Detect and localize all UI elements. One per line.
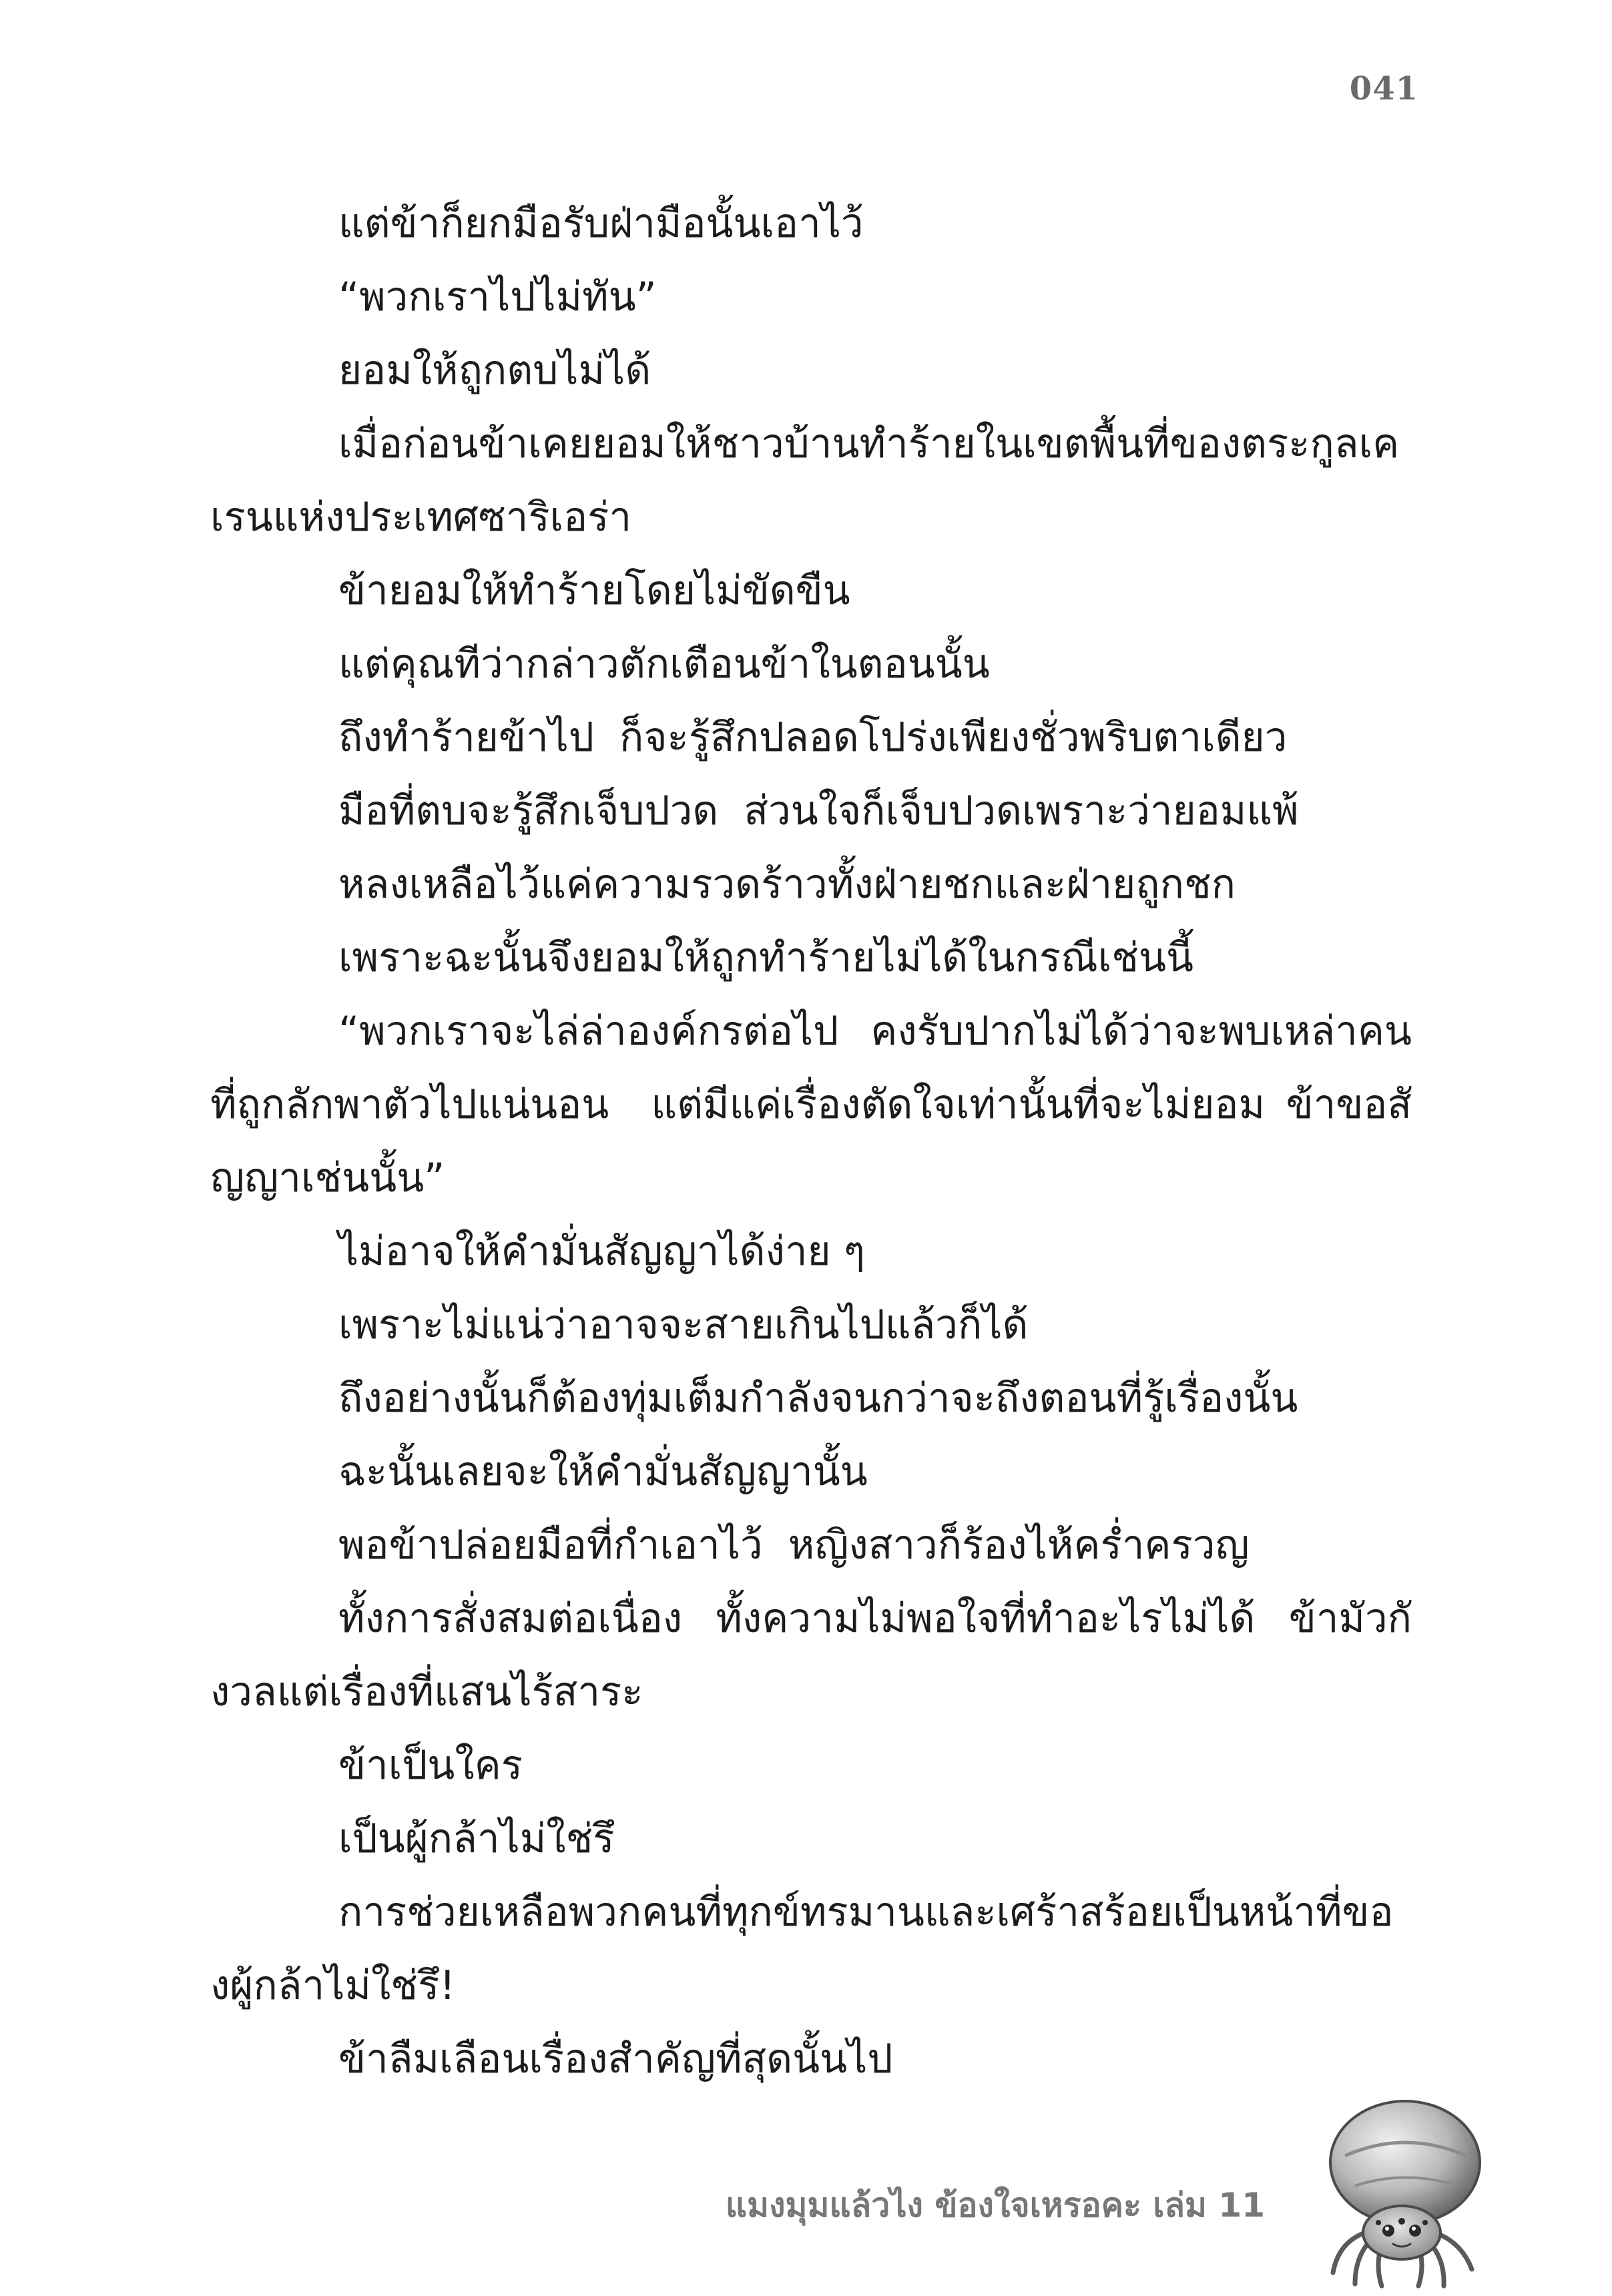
paragraph-2: “พวกเราไปไม่ทัน” xyxy=(338,274,657,320)
paragraph-13: เพราะไม่แน่ว่าอาจจะสายเกินไปแล้วก็ได้ xyxy=(338,1302,1029,1348)
paragraph-16: พอข้าปล่อยมือที่กำเอาไว้ หญิงสาวก็ร้องไห้คร่ำครวญ xyxy=(338,1522,1250,1568)
body-text xyxy=(210,187,1412,2096)
paragraph-19: เป็นผู้กล้าไม่ใช่รึ xyxy=(338,1815,615,1862)
paragraph-9: หลงเหลือไว้แค่ความรวดร้าวทั้งฝ่ายชกและฝ่ายถูกชก xyxy=(338,861,1236,908)
paragraph-4: เมื่อก่อนข้าเคยยอมให้ชาวบ้านทำร้ายในเขตพื้นที่ของตระกูลเคเรนแห่งประเทศซาริเอร่า xyxy=(210,420,1400,541)
paragraph-3: ยอมให้ถูกตบไม่ได้ xyxy=(338,347,651,394)
paragraph-7: ถึงทำร้ายข้าไป ก็จะรู้สึกปลอดโปร่งเพียงชั่วพริบตาเดียว xyxy=(338,714,1288,761)
paragraph-5: ข้ายอมให้ทำร้ายโดยไม่ขัดขืน xyxy=(338,567,850,614)
paragraph-14: ถึงอย่างนั้นก็ต้องทุ่มเต็มกำลังจนกว่าจะถึงตอนที่รู้เรื่องนั้น xyxy=(338,1375,1298,1422)
paragraph-20: การช่วยเหลือพวกคนที่ทุกข์ทรมานและเศร้าสร้อยเป็นหน้าที่ของผู้กล้าไม่ใช่รึ! xyxy=(210,1889,1394,2009)
paragraph-8: มือที่ตบจะรู้สึกเจ็บปวด ส่วนใจก็เจ็บปวดเพราะว่ายอมแพ้ xyxy=(338,788,1299,834)
paragraph-12: ไม่อาจให้คำมั่นสัญญาได้ง่าย ๆ xyxy=(338,1228,865,1275)
paragraph-18: ข้าเป็นใคร xyxy=(338,1742,523,1789)
paragraph-21: ข้าลืมเลือนเรื่องสำคัญที่สุดนั้นไป xyxy=(338,2036,893,2082)
spider-mascot-icon xyxy=(1318,2089,1492,2289)
paragraph-6: แต่คุณทีว่ากล่าวตักเตือนข้าในตอนนั้น xyxy=(338,641,990,687)
paragraph-17: ทั้งการสั่งสมต่อเนื่อง ทั้งความไม่พอใจที่ทำอะไรไม่ได้ ข้ามัวกังวลแต่เรื่องที่แสนไร้สาระ xyxy=(210,1595,1412,1715)
paragraph-11: “พวกเราจะไล่ล่าองค์กรต่อไป คงรับปากไม่ได้ว่าจะพบเหล่าคนที่ถูกลักพาตัวไปแน่นอน แต่มีแค่เรื่องตัดใจเท่านั้นที่จะไม่ยอม ข้าขอสัญญาเช่นนั้น” xyxy=(210,1008,1412,1201)
page-number: 041 xyxy=(1349,70,1418,107)
paragraph-10: เพราะฉะนั้นจึงยอมให้ถูกทำร้ายไม่ได้ในกรณีเช่นนี้ xyxy=(338,934,1194,981)
footer-book-title: แมงมุมแล้วไง ข้องใจเหรอคะ เล่ม 11 xyxy=(725,2186,1265,2225)
paragraph-15: ฉะนั้นเลยจะให้คำมั่นสัญญานั้น xyxy=(338,1448,868,1495)
paragraph-1: แต่ข้าก็ยกมือรับฝ่ามือนั้นเอาไว้ xyxy=(338,200,864,247)
